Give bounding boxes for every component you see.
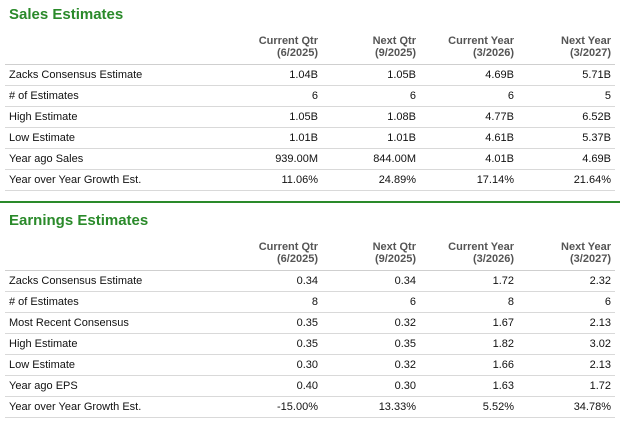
cell-value: 5 bbox=[518, 86, 615, 107]
table-row bbox=[5, 65, 615, 86]
sales-header-row bbox=[5, 30, 615, 65]
row-label: Year ago Sales bbox=[5, 149, 225, 170]
header-period: (3/2027) bbox=[570, 253, 611, 265]
header-label: Next Qtr bbox=[372, 35, 416, 47]
header-period: (3/2027) bbox=[570, 47, 611, 59]
cell-value: 5.52% bbox=[420, 397, 518, 418]
cell-value: 6.52B bbox=[518, 107, 615, 128]
header-label: Next Year bbox=[561, 241, 611, 253]
header-period: (6/2025) bbox=[277, 47, 318, 59]
header-period: (3/2026) bbox=[473, 47, 514, 59]
row-label: # of Estimates bbox=[5, 86, 225, 107]
cell-value: 1.63 bbox=[420, 376, 518, 397]
cell-value: 3.02 bbox=[518, 334, 615, 355]
cell-value: 1.08B bbox=[322, 107, 420, 128]
cell-value: 0.30 bbox=[322, 376, 420, 397]
cell-value: 0.30 bbox=[225, 355, 322, 376]
cell-value: 8 bbox=[225, 292, 322, 313]
cell-value: 6 bbox=[518, 292, 615, 313]
row-label: Low Estimate bbox=[5, 355, 225, 376]
cell-value: 2.13 bbox=[518, 313, 615, 334]
sales-estimates-table bbox=[5, 30, 615, 191]
header-period: (6/2025) bbox=[277, 253, 318, 265]
cell-value: 1.01B bbox=[225, 128, 322, 149]
earnings-header-row bbox=[5, 236, 615, 271]
cell-value: 6 bbox=[420, 86, 518, 107]
row-label: Most Recent Consensus bbox=[5, 313, 225, 334]
cell-value: 21.64% bbox=[518, 170, 615, 191]
cell-value: 1.01B bbox=[322, 128, 420, 149]
cell-value: 5.71B bbox=[518, 65, 615, 86]
row-label: High Estimate bbox=[5, 107, 225, 128]
cell-value: 0.35 bbox=[322, 334, 420, 355]
header-label: Current Year bbox=[448, 241, 514, 253]
cell-value: 0.32 bbox=[322, 313, 420, 334]
row-label: High Estimate bbox=[5, 334, 225, 355]
header-period: (9/2025) bbox=[375, 47, 416, 59]
cell-value: 1.05B bbox=[322, 65, 420, 86]
cell-value: 6 bbox=[322, 292, 420, 313]
sales-header-current-qtr bbox=[225, 30, 322, 65]
cell-value: 17.14% bbox=[420, 170, 518, 191]
cell-value: 0.35 bbox=[225, 334, 322, 355]
table-row bbox=[5, 107, 615, 128]
table-row bbox=[5, 271, 615, 292]
header-label: Next Qtr bbox=[372, 241, 416, 253]
sales-header-current-year bbox=[420, 30, 518, 65]
sales-header-blank bbox=[5, 30, 225, 65]
cell-value: 5.37B bbox=[518, 128, 615, 149]
cell-value: 0.34 bbox=[322, 271, 420, 292]
earnings-header-next-qtr bbox=[322, 236, 420, 271]
cell-value: 4.77B bbox=[420, 107, 518, 128]
cell-value: 4.69B bbox=[420, 65, 518, 86]
header-label: Next Year bbox=[561, 35, 611, 47]
row-label: Year over Year Growth Est. bbox=[5, 170, 225, 191]
cell-value: 1.04B bbox=[225, 65, 322, 86]
section-divider bbox=[0, 201, 620, 203]
cell-value: 2.13 bbox=[518, 355, 615, 376]
sales-header-next-qtr bbox=[322, 30, 420, 65]
header-label: Current Year bbox=[448, 35, 514, 47]
cell-value: 6 bbox=[322, 86, 420, 107]
table-row bbox=[5, 128, 615, 149]
table-row bbox=[5, 397, 615, 418]
table-row bbox=[5, 292, 615, 313]
header-period: (3/2026) bbox=[473, 253, 514, 265]
cell-value: 844.00M bbox=[322, 149, 420, 170]
cell-value: 4.01B bbox=[420, 149, 518, 170]
sales-estimates-title: Sales Estimates bbox=[9, 6, 124, 23]
header-label: Current Qtr bbox=[258, 241, 318, 253]
cell-value: 11.06% bbox=[225, 170, 322, 191]
table-row bbox=[5, 86, 615, 107]
earnings-header-next-year bbox=[518, 236, 615, 271]
row-label: Year ago EPS bbox=[5, 376, 225, 397]
cell-value: 4.61B bbox=[420, 128, 518, 149]
cell-value: 4.69B bbox=[518, 149, 615, 170]
table-row bbox=[5, 313, 615, 334]
cell-value: 0.40 bbox=[225, 376, 322, 397]
cell-value: 1.72 bbox=[420, 271, 518, 292]
cell-value: 1.72 bbox=[518, 376, 615, 397]
table-row bbox=[5, 376, 615, 397]
cell-value: 1.66 bbox=[420, 355, 518, 376]
sales-header-next-year bbox=[518, 30, 615, 65]
earnings-estimates-table bbox=[5, 236, 615, 418]
table-row bbox=[5, 355, 615, 376]
header-label: Current Qtr bbox=[258, 35, 318, 47]
cell-value: 24.89% bbox=[322, 170, 420, 191]
table-row bbox=[5, 334, 615, 355]
cell-value: 6 bbox=[225, 86, 322, 107]
earnings-header-current-qtr bbox=[225, 236, 322, 271]
earnings-estimates-title: Earnings Estimates bbox=[9, 212, 149, 229]
cell-value: 0.32 bbox=[322, 355, 420, 376]
header-period: (9/2025) bbox=[375, 253, 416, 265]
earnings-header-blank bbox=[5, 236, 225, 271]
cell-value: 0.34 bbox=[225, 271, 322, 292]
row-label: Zacks Consensus Estimate bbox=[5, 271, 225, 292]
row-label: # of Estimates bbox=[5, 292, 225, 313]
cell-value: 1.67 bbox=[420, 313, 518, 334]
cell-value: 34.78% bbox=[518, 397, 615, 418]
cell-value: 1.05B bbox=[225, 107, 322, 128]
cell-value: 1.82 bbox=[420, 334, 518, 355]
earnings-header-current-year bbox=[420, 236, 518, 271]
table-row bbox=[5, 170, 615, 191]
cell-value: -15.00% bbox=[225, 397, 322, 418]
table-row bbox=[5, 149, 615, 170]
cell-value: 2.32 bbox=[518, 271, 615, 292]
cell-value: 13.33% bbox=[322, 397, 420, 418]
row-label: Year over Year Growth Est. bbox=[5, 397, 225, 418]
row-label: Zacks Consensus Estimate bbox=[5, 65, 225, 86]
row-label: Low Estimate bbox=[5, 128, 225, 149]
cell-value: 939.00M bbox=[225, 149, 322, 170]
cell-value: 0.35 bbox=[225, 313, 322, 334]
cell-value: 8 bbox=[420, 292, 518, 313]
